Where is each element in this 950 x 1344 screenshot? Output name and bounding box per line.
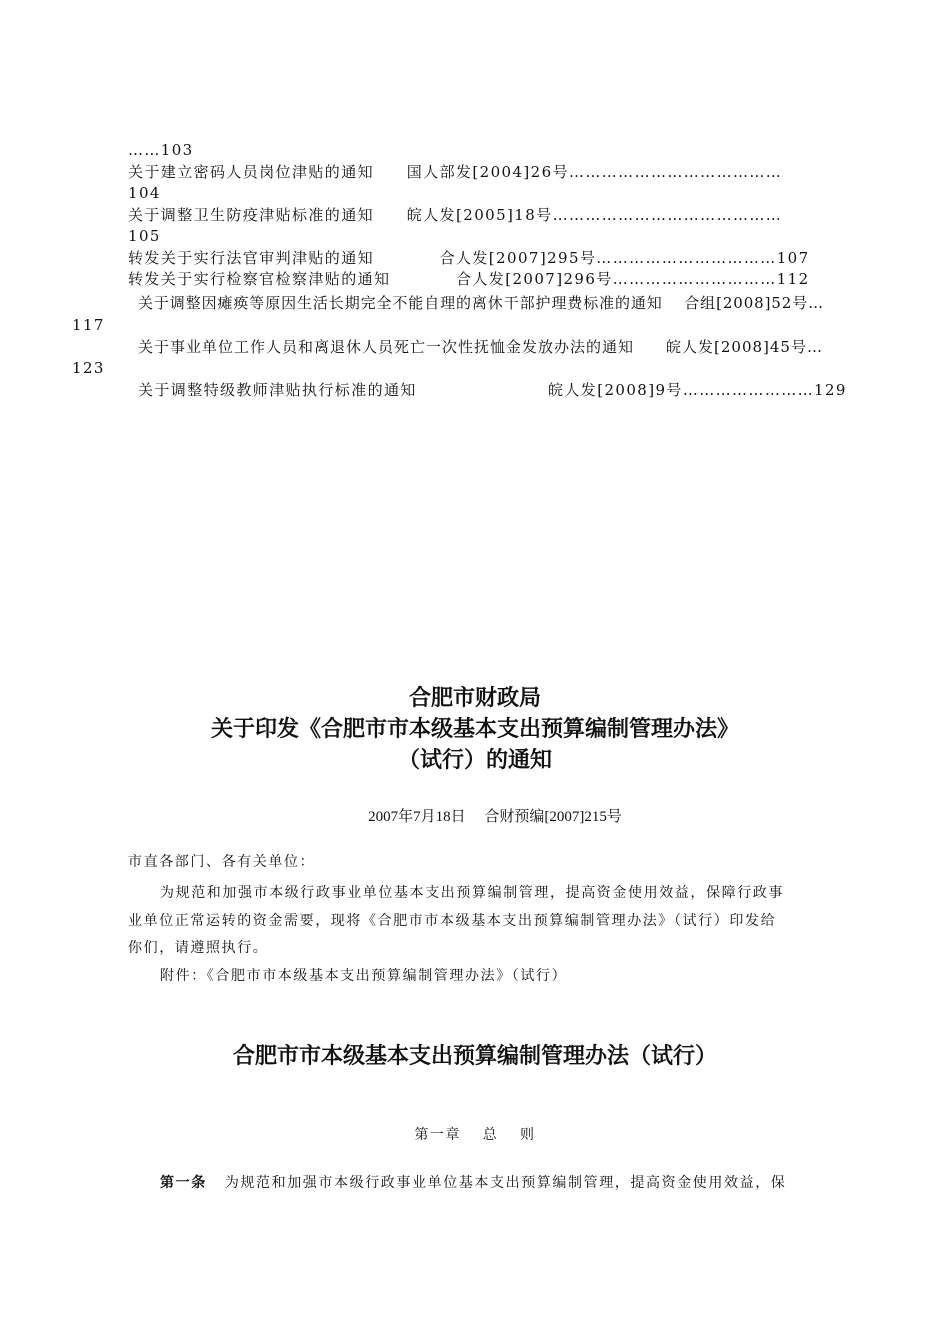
toc-line: 关于调整因瘫痪等原因生活长期完全不能自理的离休干部护理费标准的通知 合组[2008]52号… xyxy=(138,294,825,312)
article-text: 为规范和加强市本级行政事业单位基本支出预算编制管理，提高资金使用效益，保 xyxy=(224,1175,787,1191)
notice-date: 2007年7月18日 合财预编[2007]215号 xyxy=(368,809,622,825)
article-label: 第一条 xyxy=(160,1175,207,1191)
salutation: 市直各部门、各有关单位： xyxy=(128,854,316,870)
attachment-line: 附件：《合肥市市本级基本支出预算编制管理办法》（试行） xyxy=(160,968,568,984)
toc-line: 关于事业单位工作人员和离退休人员死亡一次性抚恤金发放办法的通知 皖人发[2008]45号… xyxy=(138,338,823,356)
notice-title-line1: 合肥市财政局 xyxy=(408,685,541,711)
toc-line: 117 xyxy=(72,316,105,334)
regulation-title: 合肥市市本级基本支出预算编制管理办法（试行） xyxy=(232,1043,717,1069)
notice-title-line3: （试行）的通知 xyxy=(397,747,552,773)
toc-line: 关于调整卫生防疫津贴标准的通知 皖人发[2005]18号…………………………………… xyxy=(128,206,783,224)
toc-line: 关于调整特级教师津贴执行标准的通知 皖人发[2008]9号……………………129 xyxy=(138,381,847,399)
article-1 xyxy=(160,1169,786,1197)
toc-line: ……103 xyxy=(128,141,194,159)
toc-line: 关于建立密码人员岗位津贴的通知 国人部发[2004]26号………………………………… xyxy=(128,163,783,181)
paragraph-line: 业单位正常运转的资金需要，现将《合肥市市本级基本支出预算编制管理办法》（试行）印发给 xyxy=(128,913,777,929)
toc-line: 转发关于实行检察官检察津贴的通知 合人发[2007]296号…………………………112 xyxy=(128,270,810,288)
toc-line: 转发关于实行法官审判津贴的通知 合人发[2007]295号……………………………107 xyxy=(128,249,810,267)
toc-line: 105 xyxy=(128,227,161,245)
chapter-heading: 第一章 总 则 xyxy=(414,1127,536,1143)
toc-line: 123 xyxy=(72,359,105,377)
notice-title-line2: 关于印发《合肥市市本级基本支出预算编制管理办法》 xyxy=(210,716,739,742)
toc-line: 104 xyxy=(128,184,161,202)
paragraph-line: 你们，请遵照执行。 xyxy=(128,940,269,956)
paragraph-line: 为规范和加强市本级行政事业单位基本支出预算编制管理，提高资金使用效益，保障行政事 xyxy=(160,885,784,901)
